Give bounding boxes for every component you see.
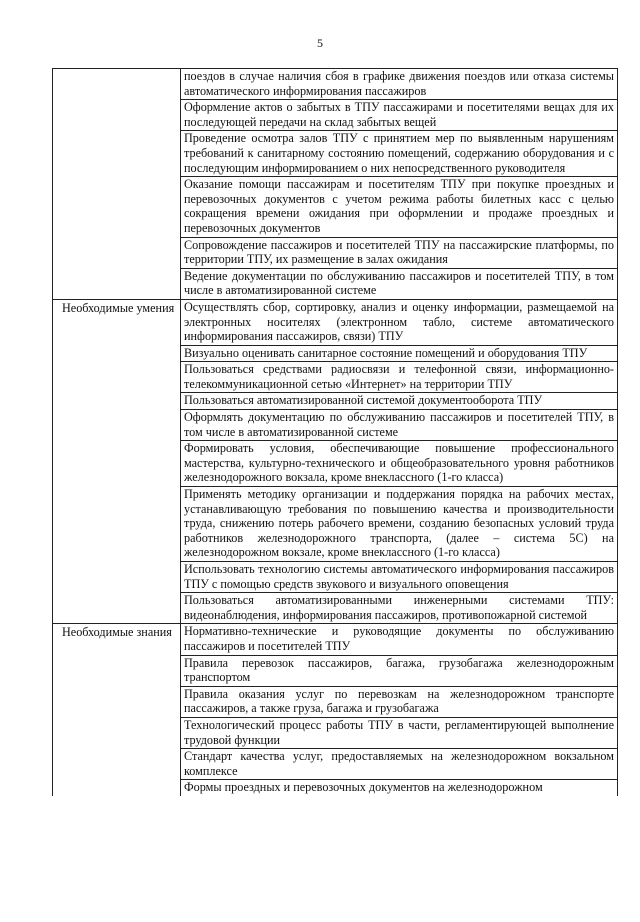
requirement-text: Пользоваться автоматизированной системой документооборота ТПУ — [181, 393, 618, 410]
category-label — [56, 69, 177, 70]
page-number: 5 — [317, 36, 323, 50]
requirement-text: поездов в случае наличия сбоя в графике движения поездов или отказа системы автоматического информирования пассажиров — [181, 69, 618, 100]
category-cell — [53, 624, 181, 796]
category-cell — [53, 69, 181, 300]
table-row — [53, 299, 618, 345]
requirement-text: Сопровождение пассажиров и посетителей ТПУ на пассажирские платформы, по территории ТПУ, их размещение в залах ожидания — [181, 237, 618, 268]
requirement-text: Технологический процесс работы ТПУ в части, регламентирующей выполнение трудовой функции — [181, 717, 618, 748]
table-body — [53, 69, 618, 796]
requirement-text: Визуально оценивать санитарное состояние помещений и оборудования ТПУ — [181, 345, 618, 362]
category-label: Необходимые умения — [62, 300, 175, 315]
requirement-text: Оформление актов о забытых в ТПУ пассажирами и посетителями вещах для их последующей передачи на склад забытых вещей — [181, 100, 618, 131]
requirement-text: Применять методику организации и поддержания порядка на рабочих местах, устанавливающую требования по повышению качества и производительности труда, снижению потерь рабочего времени, созданию безопасных условий труда работников железнодорожного транспорта, (далее – система 5С) на железнодорожном вокзале, кроме внеклассного (1-го класса) — [181, 487, 618, 562]
requirement-text: Стандарт качества услуг, предоставляемых на железнодорожном вокзальном комплексе — [181, 749, 618, 780]
requirement-text: Формы проездных и перевозочных документов на железнодорожном — [181, 780, 618, 796]
requirement-text: Пользоваться средствами радиосвязи и телефонной связи, информационно-телекоммуникационной сетью «Интернет» на территории ТПУ — [181, 362, 618, 393]
table-row — [53, 624, 618, 655]
requirement-text: Пользоваться автоматизированными инженерными системами ТПУ: видеонаблюдения, информирования пассажиров, противопожарной системой — [181, 593, 618, 624]
requirement-text: Правила перевозок пассажиров, багажа, грузобагажа железнодорожным транспортом — [181, 655, 618, 686]
category-cell — [53, 299, 181, 623]
requirement-text: Ведение документации по обслуживанию пассажиров и посетителей ТПУ, в том числе в автоматизированной системе — [181, 268, 618, 299]
requirement-text: Нормативно-технические и руководящие документы по обслуживанию пассажиров и посетителей ТПУ — [181, 624, 618, 655]
table-row — [53, 69, 618, 100]
competency-table — [52, 68, 618, 796]
requirement-text: Оформлять документацию по обслуживанию пассажиров и посетителей ТПУ, в том числе в автоматизированной системе — [181, 410, 618, 441]
requirement-text: Правила оказания услуг по перевозкам на железнодорожном транспорте пассажиров, а также груза, багажа и грузобагажа — [181, 686, 618, 717]
requirement-text: Использовать технологию системы автоматического информирования пассажиров ТПУ с помощью средств звукового и визуального оповещения — [181, 562, 618, 593]
requirement-text: Формировать условия, обеспечивающие повышение профессионального мастерства, культурно-технического и общеобразовательного уровня работников железнодорожного вокзала, кроме внеклассного (1-го класса) — [181, 441, 618, 487]
requirement-text: Оказание помощи пассажирам и посетителям ТПУ при покупке проездных и перевозочных документов с учетом режима работы билетных касс с целью сокращения времени ожидания при оформлении и продаже проездных и перевозочных документов — [181, 177, 618, 237]
category-label: Необходимые знания — [62, 625, 172, 640]
requirement-text: Осуществлять сбор, сортировку, анализ и оценку информации, размещаемой на электронных носителях (электронном табло, системе автоматического информирования пассажиров, связи) ТПУ — [181, 299, 618, 345]
requirement-text: Проведение осмотра залов ТПУ с принятием мер по выявленным нарушениям требований к санитарному состоянию помещений, содержанию оборудования и с последующим информированием о них непосредственного руководителя — [181, 131, 618, 177]
